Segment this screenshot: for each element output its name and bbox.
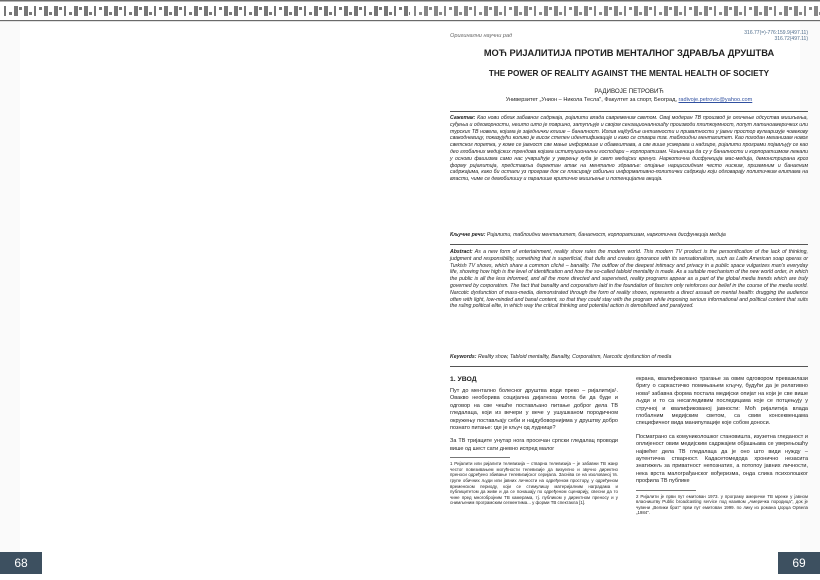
ornament-glyph [4, 6, 6, 16]
keywords-serbian-text: Ријалити, таблоидни менталитет, баналност, корпоратизам, наркотична дисфункција медија [485, 232, 726, 238]
ornament-glyph [734, 6, 738, 16]
ornament-glyph [779, 12, 782, 15]
ornament-glyph [284, 6, 288, 16]
ornament-glyph [564, 6, 566, 16]
ornament-glyph [674, 6, 678, 16]
ornament-glyph [24, 6, 28, 16]
ornament-glyph [364, 6, 366, 16]
summary-text: Као нови облик забавног садржаја, ријалити влада савременим светом. Овај модеран ТВ производ је оличење одсуства мишљења, суђења и одговорности, нешто што је површно, затупљује и својом сензационалношћу производи плиткоумност, попут латиноамеричких или турских ТВ новела, којима је заједнички клише – баналност. Излив најдубље интимности и приватности у јавни простор вулгаризује човекову свакодневицу, показујући колико је висок степен идентификације и како се ствара тзв. таблоидни менталитет. Као погодан механизам новог светског поретка, у коме се јавност све мање информише и обавештава, а све више усмерава и надзире, ријалити програми појављују се као део глобалних медијских трендова којима иституционални господари – корпоратизам. Чињеница да су у баналности и корпоратизмом лежали у основи фашизма само нас учвршћује у уверењу куда је свет медијски кренуо. Наркотична дисфункција мас-медија, демонстрирана кроз форму ријалитија, представља директан атак на ментално здравље: опијање нарцисоидним често ниским, приземним и баналним садржајима, како би остали уз програм док се пласирају озбиљни информативно-политички садржаји који одговарају политичким елитама на власти, чиме се демобилишу и паралише критично мишљење и потенцијална акција. [450, 115, 808, 183]
keywords-english-label: Keywords: [450, 354, 477, 360]
ornament-glyph [794, 6, 798, 16]
ornament-glyph [174, 6, 178, 16]
ornament-glyph [164, 6, 168, 16]
ornament-glyph [594, 6, 596, 16]
ornament-glyph [119, 7, 122, 10]
ornament-glyph [309, 12, 312, 15]
ornament-glyph [14, 6, 18, 16]
ornament-glyph [224, 6, 228, 16]
ornament-glyph [434, 6, 438, 16]
ornament-glyph [219, 7, 222, 10]
ornament-glyph [259, 7, 262, 10]
title-english: THE POWER OF REALITY AGAINST THE MENTAL HEALTH OF SOCIETY [488, 69, 770, 78]
ornament-glyph [169, 12, 172, 15]
left-page-margin [0, 22, 20, 558]
ornament-glyph [774, 6, 776, 16]
ornament-glyph [264, 6, 268, 16]
ornament-glyph [769, 7, 772, 10]
ornament-glyph [504, 6, 506, 16]
ornament-glyph [659, 12, 662, 15]
section-heading: 1. УВОД [450, 376, 477, 383]
affiliation [448, 97, 810, 103]
ornament-glyph [319, 7, 322, 10]
ornament-glyph [549, 7, 552, 10]
ornament-glyph [579, 12, 582, 15]
body-paragraph: екрана, квалификовано трагање за овим одговором превазилази бригу о саркастичко помињањем кључу, будући да је релативно нова² забавна форма постала медијски опијат на који је све више људи и то са несагледивим последицама које се потцењују у стручној и квалификованој јавности: Моћ ријалитија влада глобалним медијским светом, са свим консеквенцама специфичног вида манипулације које собом доноси. [636, 376, 808, 427]
summary-serbian [450, 115, 808, 183]
ornament-glyph [689, 7, 692, 10]
ornament-glyph [609, 7, 612, 10]
ornament-glyph [509, 7, 512, 10]
ornament-glyph [194, 6, 198, 16]
ornament-glyph [294, 6, 298, 16]
ornament-glyph [234, 6, 238, 16]
ornament-glyph [149, 12, 152, 15]
ornament-glyph [739, 12, 742, 15]
ornament-glyph [519, 12, 522, 15]
ornament-glyph [614, 6, 618, 16]
ornament-glyph [474, 6, 476, 16]
footnote: 2 Ријалити је први пут емитован 1973. у програму америчке ТВ мреже у јавном власништву Public broadcasting service под називом „Америчка породица", док је чувени „Велики брат" први пут емитован 1999. по лику из романа Џорџа Орвела „1984". [636, 493, 808, 516]
ornament-glyph [464, 6, 468, 16]
ornament-glyph [534, 6, 536, 16]
ornament-glyph [109, 12, 112, 15]
ornament-glyph [454, 6, 458, 16]
ornament-glyph [64, 6, 66, 16]
ornament-glyph [199, 7, 202, 10]
ornament-glyph [129, 12, 132, 15]
ornament-glyph [489, 7, 492, 10]
ornament-glyph [599, 12, 602, 15]
ornament-glyph [604, 6, 608, 16]
ornament-glyph [424, 6, 428, 16]
udc-ref[interactable]: 316.77(=)-776:159.9(497.11) [744, 30, 808, 36]
ornament-glyph [229, 12, 232, 15]
ornament-glyph [74, 6, 78, 16]
ornament-glyph [334, 6, 336, 16]
ornament-glyph [709, 7, 712, 10]
ornament-glyph [239, 7, 242, 10]
ornament-glyph [404, 6, 408, 16]
ornament-glyph [384, 6, 388, 16]
ornament-glyph [274, 6, 276, 16]
ornament-glyph [704, 6, 708, 16]
ornament-glyph [749, 7, 752, 10]
divider [450, 244, 808, 245]
ornament-glyph [639, 12, 642, 15]
ornament-glyph [204, 6, 208, 16]
column-left [450, 388, 618, 506]
abstract-text: As a new form of entertainment, reality show rules the modern world. This modern TV product is the personification of the lack of thinking, judgment and responsibility, something that is superficial, that dulls and creates ignorance with its sensationalism, such as Latin American soap operas or Turkish TV shows, which share a common cliché – banality. The outflow of the deepest intimacy and privacy in a public space vulgarizes man's everyday life, showing how high is the level of identification and how the so-called tabloid mentality is made. As a suitable mechanism of the new world order, in which the public is all the less informed, and all the more directed and supervised, reality programs appear as a part of the global media trends which are truly governed by corporatism. The fact that banality and corporatism laid in the foundation of fascism only reinforces our belief in the course of the media world. Narcotic dysfunction of mass-media, demonstrated through the form of reality shows, represents a direct assault on mental health: drugging the audience often with light, low-minded and banal content, so that they could stay with the program while imposing serious informational and political content that suits the ruling political elite, in which way the critical thinking and potential action is demobilized and paralyzed. [450, 249, 808, 310]
ornament-glyph [439, 12, 442, 15]
ornament-glyph [484, 6, 488, 16]
ornament-glyph [444, 6, 446, 16]
ornament-glyph [724, 6, 728, 16]
ornament-glyph [19, 7, 22, 10]
ornament-glyph [99, 7, 102, 10]
ornament-glyph [569, 7, 572, 10]
ornament-glyph [419, 12, 422, 15]
ornament-glyph [679, 12, 682, 15]
author-name: РАДИВОЈЕ ПЕТРОВИЋ [594, 88, 664, 95]
ornament-glyph [249, 12, 252, 15]
ornament-glyph [209, 12, 212, 15]
ornament-glyph [39, 7, 42, 10]
body-paragraph: Посматрано са комуниколошког становишта, изузетна гледаност и оплијеност овим медијским садржајем објашњава се уверењошћу највећег дела ТВ гледалаца да је оно што види нужду – аутентична стварност. Кадасетомедода хронично незасита знатижељ за приватност непознатих, а потопоу јавних личности, нека врста малограђанског вођеризма, онда слика психолошког профила ТВ публике [636, 433, 808, 485]
ornament-glyph [719, 12, 722, 15]
ornament-glyph [114, 6, 118, 16]
ornament-glyph [89, 12, 92, 15]
ornament-glyph [479, 12, 482, 15]
divider [450, 111, 808, 112]
ornament-glyph [644, 6, 648, 16]
ornament-glyph [154, 6, 156, 16]
ornament-glyph [124, 6, 126, 16]
ornament-glyph [139, 7, 142, 10]
ornament-glyph [744, 6, 746, 16]
ornament-glyph [619, 12, 622, 15]
ornament-glyph [269, 12, 272, 15]
ornament-glyph [134, 6, 138, 16]
ornament-glyph [574, 6, 578, 16]
ornament-glyph [589, 7, 592, 10]
ornament-glyph [254, 6, 258, 16]
ornament-glyph [789, 7, 792, 10]
ornament-glyph [494, 6, 498, 16]
ornament-glyph [374, 6, 378, 16]
footnote-rule [636, 490, 696, 491]
ornament-glyph [554, 6, 558, 16]
column-right [636, 376, 808, 516]
ornament-glyph [804, 6, 806, 16]
ornament-right [410, 0, 820, 22]
ornament-glyph [144, 6, 148, 16]
ornament-glyph [634, 6, 638, 16]
ornament-glyph [104, 6, 108, 16]
ornament-glyph [159, 7, 162, 10]
ornament-glyph [414, 6, 416, 16]
ornament-glyph [34, 6, 36, 16]
footnote-rule [450, 457, 510, 458]
ornament-glyph [514, 6, 518, 16]
ornament-glyph [359, 7, 362, 10]
ornament-glyph [654, 6, 656, 16]
page-number-right: 69 [778, 552, 820, 574]
ornament-glyph [389, 12, 392, 15]
udc-references [744, 30, 808, 42]
body-paragraph: За ТВ тријаците унутар нога просечан српски гледалац проводи више од шест сати дневно испред малог [450, 438, 618, 452]
ornament-glyph [44, 6, 48, 16]
ornament-glyph [664, 6, 668, 16]
ornament-glyph [629, 7, 632, 10]
title-serbian: МОЋ РИЈАЛИТИЈА ПРОТИВ МЕНТАЛНОГ ЗДРАВЉА ДРУШТВА [483, 48, 775, 58]
ornament-glyph [94, 6, 96, 16]
page-number-left: 68 [0, 552, 42, 574]
ornament-glyph [469, 7, 472, 10]
ornament-glyph [379, 7, 382, 10]
ornament-glyph [214, 6, 216, 16]
ornament-glyph [179, 7, 182, 10]
keywords-english-text: Reality show, Tabloid mentality, Banality, Corporatism, Narcotic dysfunction of media [476, 354, 672, 360]
ornament-glyph [559, 12, 562, 15]
ornament-left [0, 0, 410, 22]
abstract-label: Abstract: [450, 249, 473, 255]
ornament-glyph [339, 7, 342, 10]
ornament-glyph [244, 6, 246, 16]
ornament-glyph [584, 6, 588, 16]
ornament-glyph [49, 12, 52, 15]
ornament-glyph [729, 7, 732, 10]
ornament-glyph [459, 12, 462, 15]
ornament-glyph [754, 6, 758, 16]
ornament-glyph [189, 12, 192, 15]
ornament-glyph [449, 7, 452, 10]
ornament-glyph [29, 12, 32, 15]
ornament-glyph [399, 7, 402, 10]
author-email-link[interactable]: radivoje.petrovic@yahoo.com [678, 97, 753, 103]
ornament-glyph [184, 6, 186, 16]
ornament-glyph [354, 6, 358, 16]
ornament-glyph [84, 6, 88, 16]
ornament-glyph [524, 6, 528, 16]
divider [450, 366, 808, 367]
ornament-glyph [544, 6, 548, 16]
ornament-glyph [279, 7, 282, 10]
ornament-glyph [69, 12, 72, 15]
ornament-glyph [314, 6, 318, 16]
keywords-serbian-label: Кључне речи: [450, 232, 486, 238]
footnote: 1 Ријалити или ријалити телевизија – стварна телевизија – је забавни ТВ жанр честог повезивањем могућности телевизије да визуелно и звучно директно преноси одређено збивање телевизијског серијала. Засніва се на изолованој тв. групе обичних људи или јавних личности на одређеном простору, у одређеном временском периоду, који се стимулишу материјалним наградама и публицитетом да живе и да се понашају по одређеном сценарију, свесни да то чине пред многобројним ТВ камерама, тј. публиком у директном преносу и у снимљеним програмским сегментима... у форми ТВ спектакла [1]. [450, 461, 618, 506]
ornament-glyph [394, 6, 396, 16]
ornament-glyph [59, 7, 62, 10]
ornament-glyph [649, 7, 652, 10]
summary-label: Сажетак: [450, 115, 476, 121]
ornament-glyph [529, 7, 532, 10]
body-paragraph: Пут до ментално болесног друштва води преко – ријалитија¹. Овакво необорива социјална дијагноза могла би да буде и одговор на све чешће постављано питање доброг дела ТВ гледалаца, који из вечери у вече у ушушканом породичном окружењу постављају себи и најдубоворнијима у друштву добро познато питање: где је кључ од луднице? [450, 388, 618, 432]
ornament-band [0, 0, 820, 22]
ornament-glyph [809, 7, 812, 10]
ornament-glyph [694, 6, 698, 16]
ornament-glyph [684, 6, 686, 16]
ornament-glyph [429, 7, 432, 10]
ornament-glyph [669, 7, 672, 10]
ornament-glyph [304, 6, 306, 16]
ornament-glyph [814, 6, 818, 16]
ornament-glyph [624, 6, 626, 16]
ornament-glyph [499, 12, 502, 15]
ornament-glyph [539, 12, 542, 15]
ornament-glyph [764, 6, 768, 16]
article-type: Оригинални научни рад [450, 33, 513, 39]
udc-ref[interactable]: 316.72(497.11) [774, 36, 808, 43]
ornament-glyph [324, 6, 328, 16]
affiliation-text: Универзитет „Унион – Никола Тесла", Факултет за спорт, Београд, [505, 97, 677, 103]
ornament-glyph [299, 7, 302, 10]
ornament-glyph [369, 12, 372, 15]
ornament-glyph [784, 6, 788, 16]
ornament-glyph [344, 6, 348, 16]
abstract-english [450, 249, 808, 310]
keywords-serbian [450, 232, 808, 239]
ornament-glyph [79, 7, 82, 10]
ornament-glyph [54, 6, 58, 16]
ornament-glyph [349, 12, 352, 15]
ornament-glyph [799, 12, 802, 15]
keywords-english [450, 354, 808, 361]
ornament-glyph [289, 12, 292, 15]
ornament-glyph [759, 12, 762, 15]
ornament-glyph [9, 12, 12, 15]
ornament-glyph [714, 6, 716, 16]
ornament-glyph [699, 12, 702, 15]
ornament-glyph [329, 12, 332, 15]
